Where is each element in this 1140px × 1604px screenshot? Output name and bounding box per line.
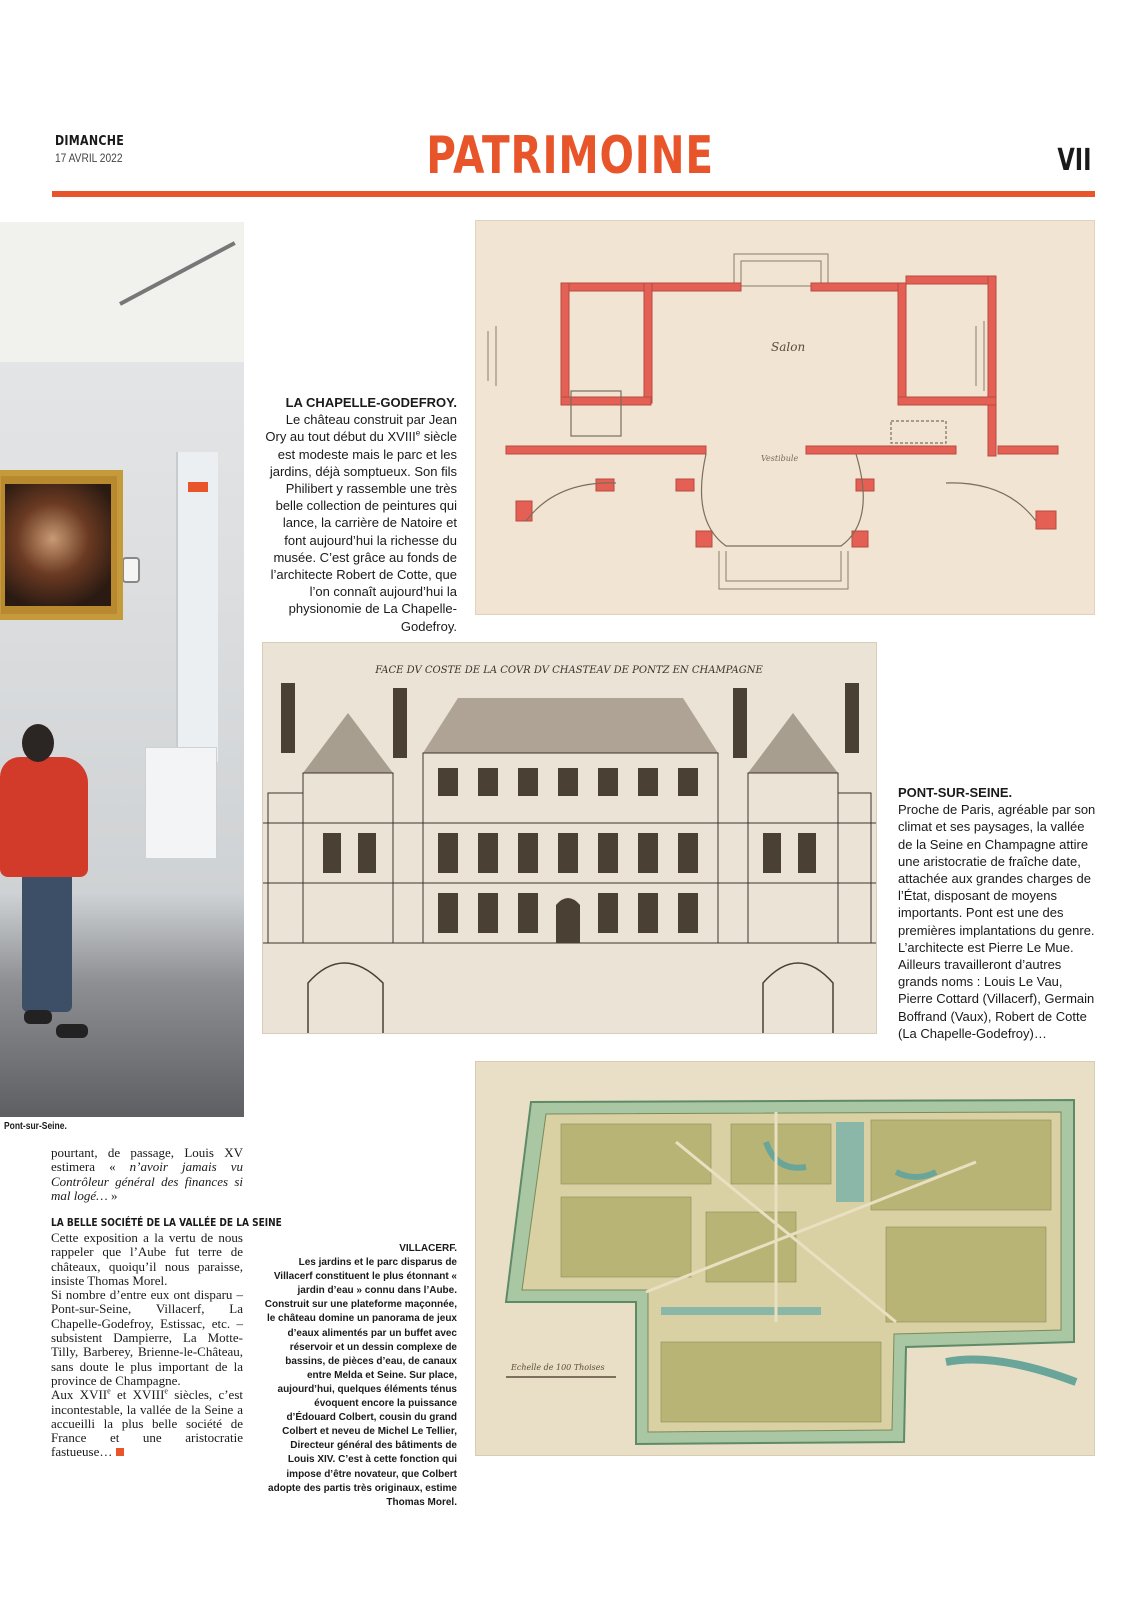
garden-scale-label: Echelle de 100 Thoises — [511, 1363, 605, 1372]
end-square-icon — [116, 1448, 124, 1456]
page-number: VII — [1057, 143, 1092, 178]
caption-villacerf-heading: VILLACERF. — [399, 1243, 457, 1254]
caption-chapelle-godefroy — [262, 394, 457, 635]
photo-caption: Pont-sur-Seine. — [4, 1121, 67, 1132]
floor-plan-drawing — [476, 221, 1094, 614]
header-date: 17 AVRIL 2022 — [55, 151, 123, 165]
visitor-figure — [0, 757, 88, 877]
facade-engraving-title: FACE DV COSTE DE LA COVR DV CHASTEAV DE PONTZ EN CHAMPAGNE — [375, 665, 763, 676]
para1-quote: n’avoir jamais vu Contrôleur général des finances si mal logé… — [51, 1159, 243, 1203]
header-day: DIMANCHE — [55, 134, 125, 149]
garden-plan-drawing — [476, 1062, 1094, 1455]
facade-drawing — [263, 643, 876, 1033]
caption-pont-heading: PONT-SUR-SEINE. — [898, 785, 1013, 800]
section-title: PATRIMOINE — [426, 126, 714, 186]
caption-chapelle-sup: e — [415, 429, 421, 439]
painting-frame — [0, 470, 123, 620]
facade-engraving-image — [262, 642, 877, 1034]
caption-chapelle-text-2: siècle est modeste mais le parc et les jardins, déjà somptueux. Son fils Philibert y rassemble une très belle collection de peintures qui lance, la carrière de Natoire et font aujourd’hui la richesse du musée. C’est grâce au fonds de l’architecte Robert de Cotte, que l’on connaît aujourd’hui la physionomie de La Chapelle-Godefroy. — [269, 429, 457, 634]
article-paragraph-1 — [51, 1146, 243, 1203]
floor-plan-image — [475, 220, 1095, 615]
plan-label-salon: Salon — [771, 340, 806, 354]
article-paragraph-2: Cette exposition a la vertu de nous rappeler que l’Aube fut terre de châteaux, quoiqu’il nous paraisse, insiste Thomas Morel. — [51, 1230, 243, 1288]
garden-plan-image — [475, 1061, 1095, 1456]
para1-text-b: » — [107, 1187, 118, 1203]
article-paragraph-3: Si nombre d’entre eux ont disparu – Pont-sur-Seine, Villacerf, La Chapelle-Godefroy, Estissac, etc. – subsistent Dampierre, La Motte-Tilly, Barberey, Brienne-le-Château, sans doute le plus important de la province de Champagne. — [51, 1287, 243, 1388]
caption-villacerf — [262, 1242, 457, 1510]
caption-pont-sur-seine — [898, 784, 1098, 1042]
caption-chapelle-text-1: Le château construit par Jean Ory au tout début du XVIII — [265, 412, 457, 445]
article-body-2 — [51, 1231, 243, 1460]
article-subhead: LA BELLE SOCIÉTÉ DE LA VALLÉE DE LA SEINE — [51, 1216, 282, 1229]
caption-chapelle-heading: LA CHAPELLE-GODEFROY. — [285, 395, 457, 410]
caption-villacerf-text: Les jardins et le parc disparus de Villacerf constituent le plus étonnant « jardin d’eau » connu dans l’Aube. Construit sur une plateforme maçonnée, le château domine un panorama de jeux d’eaux alimentés par un buffet avec réservoir et un dessin complexe de bassins, de pièces d’eau, de canaux entre Melda et Seine. Sur place, aujourd’hui, quelques éléments ténus évoquent encore la puissance d’Édouard Colbert, cousin du grand Colbert et neveu de Michel Le Tellier, Directeur général des bâtiments de Louis XIV. C’est à cette fonction qui impose d’être novateur, que Colbert adopte des partis très originaux, estime Thomas Morel. — [264, 1257, 457, 1508]
header-rule — [52, 191, 1095, 197]
article-paragraph-4: Aux XVIIe et XVIIIe siècles, c’est incontestable, la vallée de la Seine a accueilli la plus belle société de France et une aristocratie fastueuse… — [51, 1386, 244, 1460]
plan-label-vestibule: Vestibule — [761, 454, 799, 463]
caption-pont-text: Proche de Paris, agréable par son climat et ses paysages, la vallée de la Seine en Champagne attire une aristocratie de fraîche date, attachée aux grandes charges de l’État, disposant de moyens importants. Pont est une des premières implantations du genre. L’architecte est Pierre Le Mue. Ailleurs travailleront d’autres grands noms : Louis Le Vau, Pierre Cottard (Villacerf), Germain Boffrand (Vaux), Robert de Cotte (La Chapelle-Godefroy)… — [898, 802, 1096, 1041]
museum-photo — [0, 222, 244, 1117]
para1-text-a: pourtant, de passage, Louis XV estimera « — [51, 1145, 243, 1175]
